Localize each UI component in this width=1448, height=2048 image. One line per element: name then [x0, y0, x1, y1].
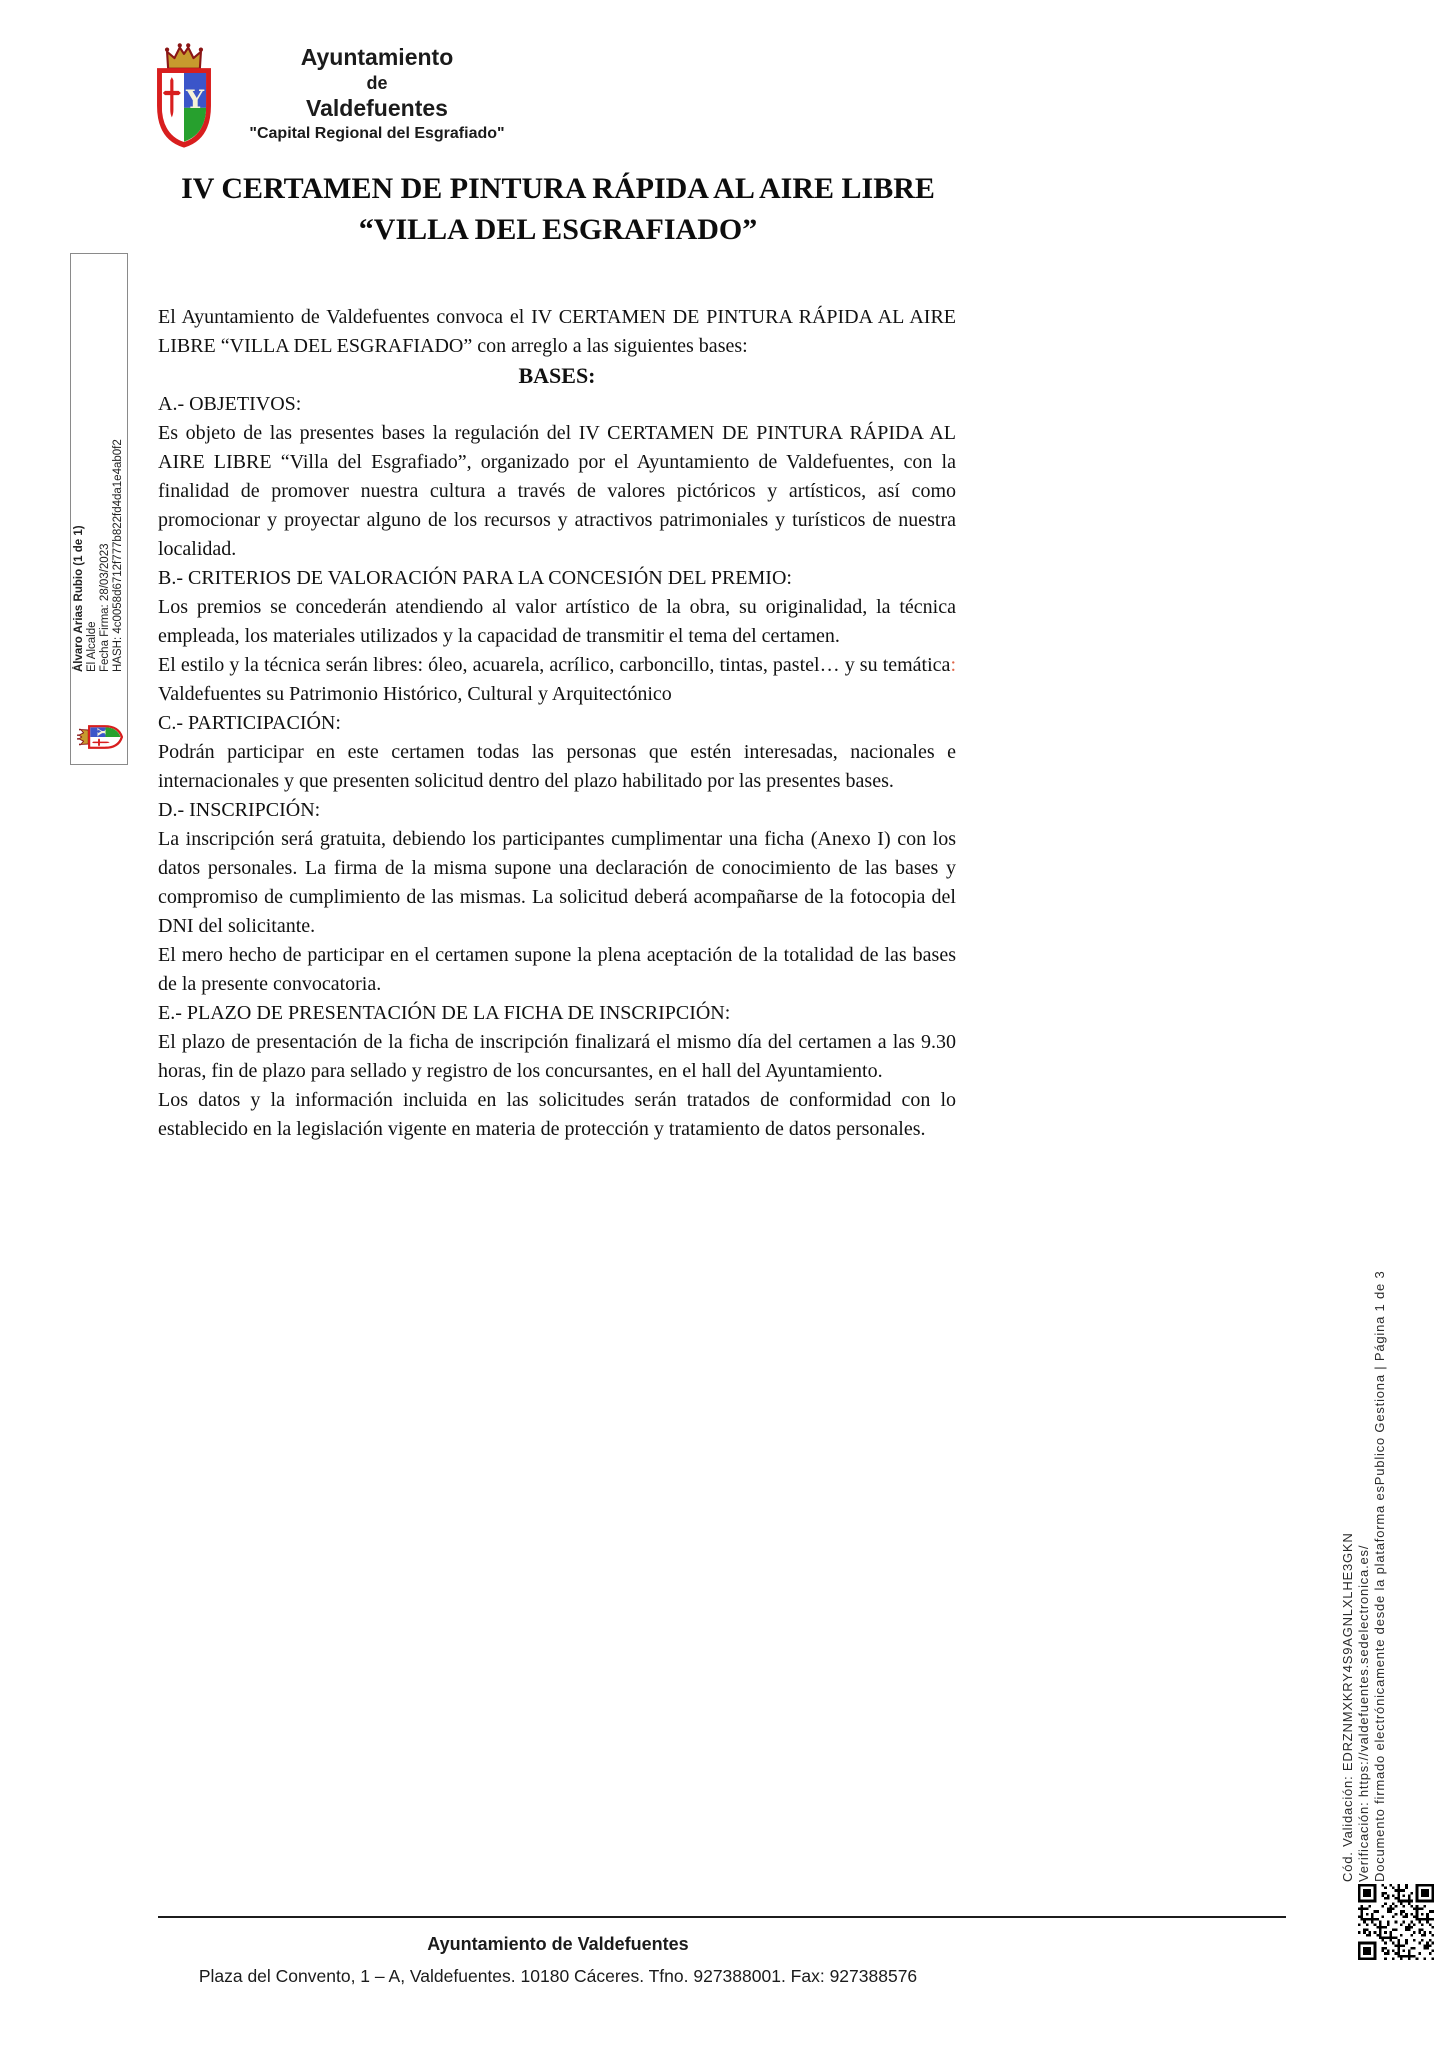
section-b-heading: B.- CRITERIOS DE VALORACIÓN PARA LA CONCESIÓN DEL PREMIO:	[158, 567, 792, 589]
page-title-line1: IV CERTAMEN DE PINTURA RÁPIDA AL AIRE LIBRE	[181, 172, 935, 205]
page-title	[158, 168, 958, 250]
section-c-paragraph: Podrán participar en este certamen todas las personas que estén interesadas, nacionales e internacionales y que presenten solicitud dentro del plazo habilitado por las presentes bases.	[158, 741, 956, 792]
signature-box	[70, 253, 128, 765]
footer	[158, 1932, 958, 1988]
section-d-paragraph-1: La inscripción será gratuita, debiendo los participantes cumplimentar una ficha (Anexo I) con los datos personales. La firma de la misma supone una declaración de conocimiento de las bases y compromiso de cumplimiento de las mismas. La solicitud deberá acompañarse de la fotocopia del DNI del solicitante.	[158, 828, 956, 937]
document-body	[158, 303, 956, 1144]
intro-paragraph: El Ayuntamiento de Valdefuentes convoca el IV CERTAMEN DE PINTURA RÁPIDA AL AIRE LIBRE “VILLA DEL ESGRAFIADO” con arreglo a las siguientes bases:	[158, 306, 956, 357]
org-name-line1: Ayuntamiento	[300, 44, 454, 70]
right-margin-notes	[1340, 1122, 1406, 1882]
signature-hash: HASH: 4c0058d6712f777b822fd4da1e4ab0f2	[112, 439, 124, 672]
section-c-heading: C.- PARTICIPACIÓN:	[158, 712, 341, 734]
section-b-p2-theme: Valdefuentes su Patrimonio Histórico, Cultural y Arquitectónico	[158, 683, 672, 705]
section-d-heading: D.- INSCRIPCIÓN:	[158, 799, 321, 821]
section-d-paragraph-2: El mero hecho de participar en el certamen supone la plena aceptación de la totalidad de las bases de la presente convocatoria.	[158, 944, 956, 995]
footer-divider	[158, 1916, 1286, 1918]
signature-signer: Álvaro Arias Rubio (1 de 1)	[73, 525, 85, 672]
section-b-p2-text: El estilo y la técnica serán libres: óleo, acuarela, acrílico, carboncillo, tintas, pastel… y su temática	[158, 654, 951, 676]
qr-code-icon	[1358, 1884, 1434, 1960]
footer-org: Ayuntamiento de Valdefuentes	[427, 1934, 689, 1954]
section-b-p2-colon: :	[950, 654, 956, 676]
org-name-block	[242, 38, 512, 145]
section-a-paragraph: Es objeto de las presentes bases la regulación del IV CERTAMEN DE PINTURA RÁPIDA AL AIRE LIBRE “Villa del Esgrafiado”, organizado por el Ayuntamiento de Valdefuentes, con la finalidad de promover nuestra cultura a través de valores pictóricos y artísticos, así como promocionar y proyectar alguno de los recursos y atractivos patrimoniales y turísticos de nuestra localidad.	[158, 422, 956, 560]
signature-text	[73, 264, 125, 672]
section-b-paragraph-2	[158, 651, 956, 709]
signed-electronically-note: Documento firmado electrónicamente desde la plataforma esPublico Gestiona | Página 1 de 3	[1372, 1270, 1387, 1882]
header-logo	[152, 38, 512, 148]
mini-coat-of-arms-icon	[73, 722, 125, 756]
org-name-line3: Valdefuentes	[306, 95, 448, 121]
section-a-heading: A.- OBJETIVOS:	[158, 393, 302, 415]
bases-heading: BASES:	[518, 363, 596, 388]
page-title-line2: “VILLA DEL ESGRAFIADO”	[358, 213, 758, 246]
section-e-heading: E.- PLAZO DE PRESENTACIÓN DE LA FICHA DE INSCRIPCIÓN:	[158, 1002, 731, 1024]
coat-of-arms-icon	[152, 38, 216, 148]
verification-url: Verificación: https://valdefuentes.sedelectronica.es/	[1356, 1544, 1371, 1882]
validation-code: Cód. Validación: EDRZNMXKRY4S9AGNLXLHE3GKN	[1340, 1532, 1355, 1882]
signature-role: El Alcalde	[86, 621, 98, 672]
footer-address: Plaza del Convento, 1 – A, Valdefuentes. 10180 Cáceres. Tfno. 927388001. Fax: 927388576	[198, 1966, 918, 1986]
signature-date: Fecha Firma: 28/03/2023	[99, 543, 111, 672]
org-name-line2: de	[366, 73, 388, 93]
org-tagline: "Capital Regional del Esgrafiado"	[249, 125, 505, 142]
qr-code-svg	[1358, 1884, 1434, 1960]
section-e-paragraph-2: Los datos y la información incluida en las solicitudes serán tratados de conformidad con lo establecido en la legislación vigente en materia de protección y tratamiento de datos personales.	[158, 1089, 956, 1140]
section-e-paragraph-1: El plazo de presentación de la ficha de inscripción finalizará el mismo día del certamen a las 9.30 horas, fin de plazo para sellado y registro de los concursantes, en el hall del Ayuntamiento.	[158, 1031, 956, 1082]
section-b-paragraph-1: Los premios se concederán atendiendo al valor artístico de la obra, su originalidad, la técnica empleada, los materiales utilizados y la capacidad de transmitir el tema del certamen.	[158, 596, 956, 647]
